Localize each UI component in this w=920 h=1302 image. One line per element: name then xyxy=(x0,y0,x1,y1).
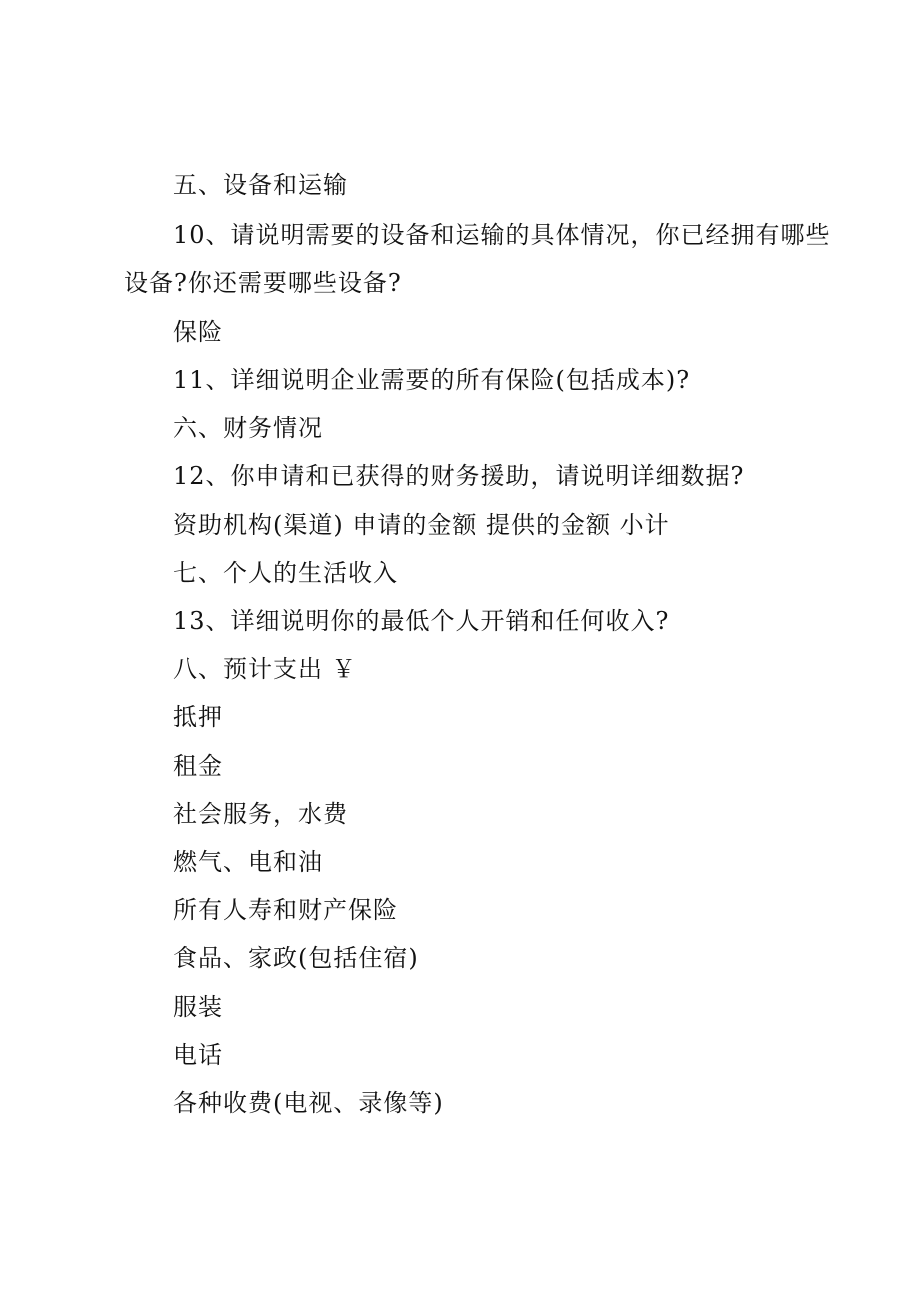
expense-item-food-housekeeping: 食品、家政(包括住宿) xyxy=(173,944,419,972)
question-13: 13、详细说明你的最低个人开销和任何收入? xyxy=(173,607,670,635)
funding-table-header: 资助机构(渠道) 申请的金额 提供的金额 小计 xyxy=(173,511,670,539)
question-11: 11、详细说明企业需要的所有保险(包括成本)? xyxy=(173,366,691,394)
expense-item-mortgage: 抵押 xyxy=(173,703,223,731)
section-heading-expected-expenses: 八、预计支出 ￥ xyxy=(173,655,357,683)
question-12: 12、你申请和已获得的财务援助，请说明详细数据? xyxy=(173,462,745,490)
expense-item-rent: 租金 xyxy=(173,752,223,780)
expense-item-telephone: 电话 xyxy=(173,1041,223,1069)
expense-item-clothing: 服装 xyxy=(173,993,223,1021)
expense-item-gas-electricity-oil: 燃气、电和油 xyxy=(173,848,323,876)
section-heading-equipment-transport: 五、设备和运输 xyxy=(173,171,348,199)
expense-item-life-property-insurance: 所有人寿和财产保险 xyxy=(173,896,398,924)
subheading-insurance: 保险 xyxy=(173,318,223,346)
section-heading-financial: 六、财务情况 xyxy=(173,414,323,442)
expense-item-various-fees: 各种收费(电视、录像等) xyxy=(173,1089,444,1117)
expense-item-social-services-water: 社会服务，水费 xyxy=(173,800,348,828)
question-10-line-2: 设备?你还需要哪些设备? xyxy=(124,269,402,297)
question-10-line-1: 10、请说明需要的设备和运输的具体情况，你已经拥有哪些 xyxy=(173,221,831,249)
section-heading-personal-income: 七、个人的生活收入 xyxy=(173,559,398,587)
